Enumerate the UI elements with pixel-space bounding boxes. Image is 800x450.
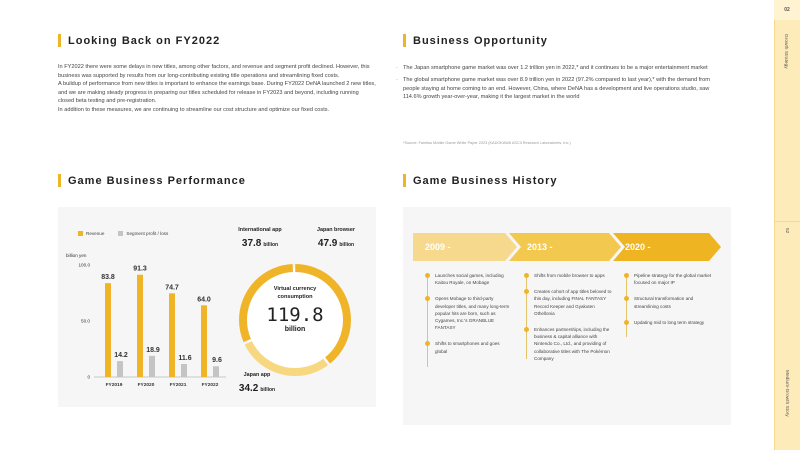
event-text: Launches social games, including Kaitou Royale, on Mobage [435, 273, 504, 286]
segment-name: Japan app [243, 372, 271, 378]
segment-profit-value-label: 14.2 [114, 352, 128, 360]
event-text: Structural transformation and streamlining costs [634, 296, 694, 309]
section-title-text: Game Business Performance [68, 174, 246, 187]
title-accent-bar [403, 174, 406, 187]
event-text: Creates cohort of app titles beloved to this day, including FINAL FANTASY Record Keeper and Gyakuten Othellonia [534, 289, 612, 316]
event-text: Pipeline strategy for the global market focused on major IP [634, 273, 712, 286]
sidebar-footer-label: Medium-Growth Story [784, 370, 789, 417]
title-accent-bar [403, 34, 406, 47]
y-tick-label: 100.0 [78, 262, 90, 268]
section-title-text: Business Opportunity [413, 34, 548, 47]
x-tick-label: FY2021 [169, 383, 187, 388]
timeline-column-2020 [624, 272, 714, 335]
timeline-label-2013: 2013 - [527, 242, 553, 252]
timeline-dot [425, 341, 430, 346]
legend-swatch [118, 231, 123, 236]
revenue-bar [169, 293, 175, 377]
sidebar-page-ref: 52 [784, 228, 789, 234]
chart-legend [78, 231, 168, 236]
donut-label-japan-app [228, 372, 286, 396]
segment-value: 47.9 [317, 238, 338, 249]
timeline-label-2020: 2020 - [625, 242, 651, 252]
section-title-looking-back [58, 34, 220, 47]
timeline-dot [425, 296, 430, 301]
timeline-event [524, 288, 614, 317]
x-tick-label: FY2022 [201, 383, 219, 388]
legend-swatch [78, 231, 83, 236]
timeline-event [425, 295, 513, 331]
timeline-column-2013 [524, 272, 614, 371]
source-footnote: *Source: Famitsu Mobile Game White Paper 2023 (KADOKAWA ASCII Research Laboratories, Inc.) [403, 141, 571, 145]
revenue-bar [201, 305, 207, 377]
revenue-bar [105, 283, 111, 377]
segment-profit-value-label: 9.6 [212, 357, 222, 365]
event-text: Enhances partnerships, including the business & capital alliance with Nintendo Co., Ltd., and providing of collaborative titles with The Pokémon Company [534, 327, 610, 361]
y-tick-label: 50.0 [81, 318, 90, 324]
opportunity-bullet-list [395, 64, 725, 106]
segment-profit-bar [181, 364, 187, 377]
timeline-label-2009: 2009 - [425, 242, 451, 252]
x-tick-label: FY2019 [105, 383, 123, 388]
timeline-event [524, 326, 614, 362]
looking-back-paragraph: In FY2022 there were some delays in new titles, among other factors, and revenue and segment profit declined. However, this business was supported by results from our long-contributing existing title operations and streamlining fixed costs. A buildup of performance from new titles is important to enhance the earnings base. During FY2022 DeNA launched 2 new titles, and we are making steady progress in preparing our titles scheduled for release in FY2023 and beyond, including running closed beta testing and pre-registration. In addition to these measures, we are continuing to streamline our cost structure and optimize our fixed costs. [58, 64, 376, 113]
event-text: Shifts to smartphones and goes global [435, 341, 500, 354]
segment-profit-value-label: 18.9 [146, 346, 160, 354]
section-title-text: Looking Back on FY2022 [68, 34, 221, 47]
bar-chart [58, 247, 233, 395]
timeline-event [425, 340, 513, 354]
section-title-game-performance [58, 174, 246, 187]
segment-name: International app [238, 227, 282, 233]
segment-profit-value-label: 11.6 [178, 355, 192, 363]
event-text: Updating mid to long term strategy [634, 319, 705, 325]
timeline-event [524, 272, 614, 279]
right-sidebar [774, 0, 800, 450]
segment-unit: billion [339, 242, 355, 248]
timeline-column-2009 [425, 272, 513, 364]
segment-profit-bar [149, 356, 155, 377]
x-tick-label: FY2020 [137, 383, 155, 388]
donut-label-international-app [225, 227, 295, 251]
donut-center [255, 285, 335, 333]
timeline-dot [624, 320, 629, 325]
timeline-dot [524, 273, 529, 278]
segment-unit: billion [260, 387, 276, 393]
donut-center-title: Virtual currency consumption [273, 286, 317, 300]
legend-item-segment-profit [118, 231, 168, 236]
donut-center-unit: billion [284, 326, 306, 333]
sidebar-section-label: Growth Strategy [783, 34, 788, 69]
title-accent-bar [58, 174, 61, 187]
timeline-dot [624, 273, 629, 278]
event-text: Shifts from mobile browser to apps [534, 273, 605, 278]
sidebar-divider [775, 221, 800, 222]
revenue-value-label: 74.7 [165, 284, 179, 292]
revenue-value-label: 83.8 [101, 274, 115, 282]
timeline-event [624, 272, 714, 286]
section-title-business-opportunity [403, 34, 548, 47]
opportunity-bullet: · The Japan smartphone game market was over 1.2 trillion yen in 2022,* and it continues to be a major entertainment market [395, 64, 725, 72]
timeline-dot [524, 327, 529, 332]
page-number: 02 [774, 0, 800, 20]
legend-item-revenue [78, 231, 104, 236]
timeline-arrows [413, 233, 721, 261]
y-tick-label: 0 [87, 374, 90, 380]
segment-profit-bar [117, 361, 123, 377]
y-axis-label: billion yen [66, 253, 87, 258]
segment-profit-bar [213, 366, 219, 377]
timeline-dot [524, 289, 529, 294]
timeline-event [425, 272, 513, 286]
timeline-dot [425, 273, 430, 278]
title-accent-bar [58, 34, 61, 47]
opportunity-bullet: · The global smartphone game market was over 8.9 trillion yen in 2022 (97.2% compared to last year),* with the demand from people staying at home coming to an end. However, China, where DeNA has a development and live operations studio, saw 114.6% growth year-over-year, making it the largest market in the world [395, 76, 725, 101]
donut-label-japan-browser [302, 227, 370, 251]
donut-center-value: 119.8 [266, 304, 324, 326]
segment-value: 34.2 [238, 383, 259, 394]
section-title-text: Game Business History [413, 174, 558, 187]
revenue-value-label: 91.3 [133, 265, 147, 273]
revenue-bar [137, 275, 143, 377]
legend-label: Segment profit / loss [126, 231, 169, 236]
revenue-value-label: 64.0 [197, 296, 211, 304]
event-text: Opens Mobage to third-party developer titles, and many long-term popular hits are born, such as Cygames, Inc.'s GRANBLUE FANTASY [435, 296, 510, 331]
segment-name: Japan browser [316, 227, 356, 233]
segment-value: 37.8 [241, 238, 262, 249]
timeline-event [624, 295, 714, 309]
legend-label: Revenue [86, 231, 105, 236]
segment-unit: billion [263, 242, 279, 248]
section-title-game-history [403, 174, 558, 187]
timeline-dot [624, 296, 629, 301]
timeline-event [624, 319, 714, 326]
